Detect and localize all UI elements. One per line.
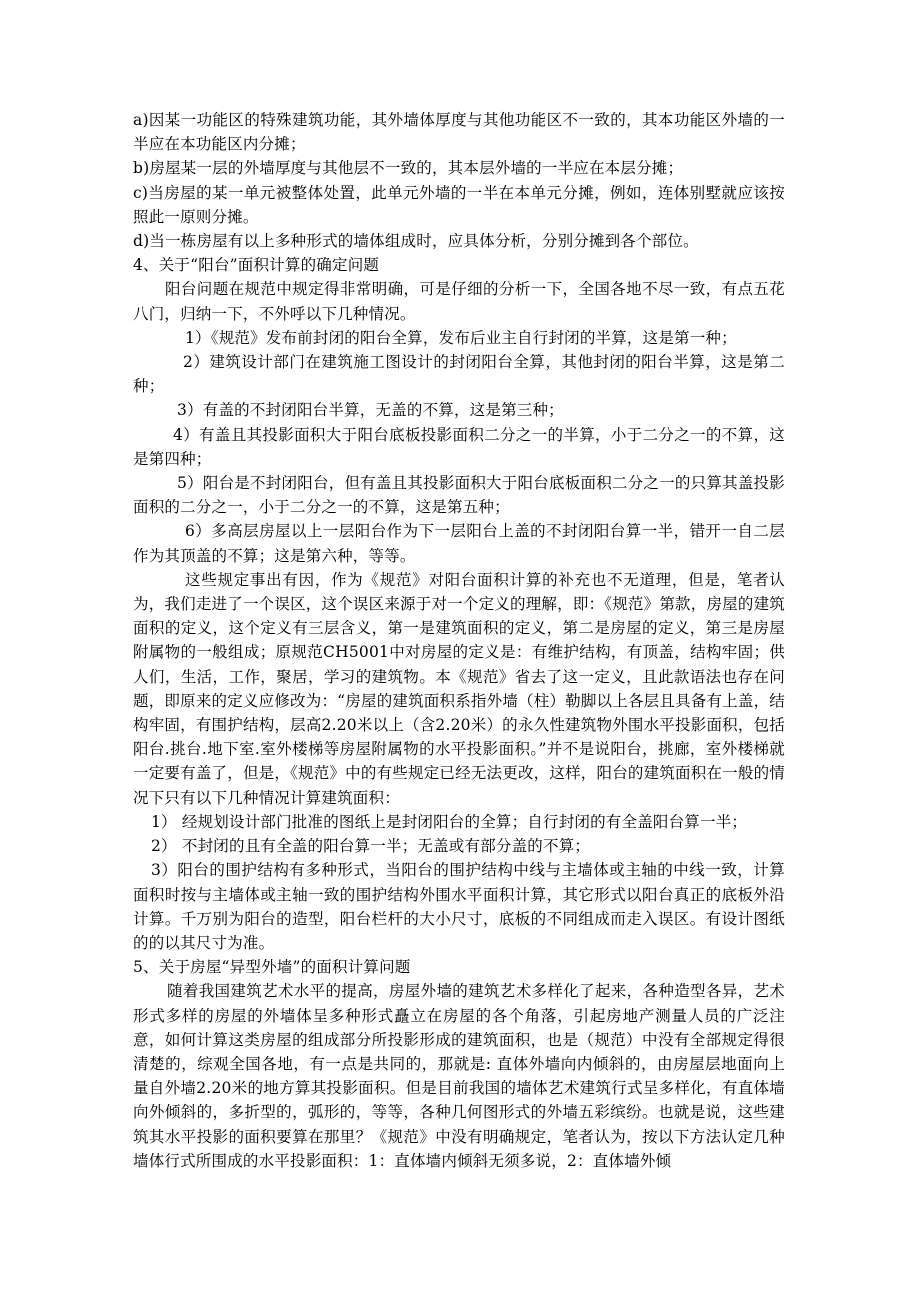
list-item-6: 6）多高层房屋以上一层阳台作为下一层阳台上盖的不封闭阳台算一半，错开一自二层作为其顶盖的不算；这是第六种，等等。 [133,522,785,565]
document-body [133,108,785,1173]
paragraph-rules-analysis: 这些规定事出有因，作为《规范》对阳台面积计算的补充也不无道理，但是，笔者认为，我们走进了一个误区，这个误区来源于对一个定义的理解，即：《规范》第款，房屋的建筑面积的定义，这个定义有三层含义，第一是建筑面积的定义，第二是房屋的定义，第三是房屋附属物的一般组成；原规范CH5001中对房屋的定义是：有维护结构，有顶盖，结构牢固；供人们，生活，工作，聚居，学习的建筑物。本《规范》省去了这一定义，且此款语法也存在问题，即原来的定义应修改为：“房屋的建筑面积系指外墙（柱）勒脚以上各层且具备有上盖，结构牢固，有围护结构，层高2.20米以上（含2.20米）的永久性建筑物外围水平投影面积，包括阳台.挑台.地下室.室外楼梯等房屋附属物的水平投影面积。”并不是说阳台，挑廊，室外楼梯就一定要有盖了，但是，《规范》中的有些规定已经无法更改，这样，阳台的建筑面积在一般的情况下只有以下几种情况计算建筑面积： [133,570,785,807]
list-item-5: 5）阳台是不封闭阳台，但有盖且其投影面积大于阳台底板面积二分之一的只算其盖投影面积的二分之一，小于二分之一的不算，这是第五种； [133,474,785,517]
rule-item-2: 2） 不封闭的且有全盖的阳台算一半；无盖或有部分盖的不算； [151,837,591,856]
rule-item-3: 3）阳台的围护结构有多种形式，当阳台的围护结构中线与主墙体或主轴的中线一致，计算面积时按与主墙体或主轴一致的围护结构外围水平面积计算，其它形式以阳台真正的底板外沿计算。千万别为阳台的造型，阳台栏杆的大小尺寸，底板的不同组成而走入误区。有设计图纸的的以其尺寸为准。 [133,861,785,952]
list-item-2: 2）建筑设计部门在建筑施工图设计的封闭阳台全算，其他封闭的阳台半算，这是第二种； [133,353,785,396]
rule-item-1: 1） 经规划设计部门批准的图纸上是封闭阳台的全算；自行封闭的有全盖阳台算一半； [151,812,748,831]
paragraph-special-walls: 随着我国建筑艺术水平的提高，房屋外墙的建筑艺术多样化了起来，各种造型各异，艺术形式多样的房屋的外墙体呈多种形式矗立在房屋的各个角落，引起房地产测量人员的广泛注意，如何计算这类房屋的组成部分所投影形成的建筑面积，也是（规范）中没有全部规定得很清楚的，综观全国各地，有一点是共同的，那就是: 直体外墙向内倾斜的，由房屋层地面向上量自外墙2.20米的地方算其投影面积。但是目前我国的墙体艺术建筑行式呈多样化，有直体墙向外倾斜的，多折型的，弧形的，等等，各种几何图形式的外墙五彩缤纷。也就是说，这些建筑其水平投影的面积要算在那里？《规范》中没有明确规定，笔者认为，按以下方法认定几种墙体行式所围成的水平投影面积：1：直体墙内倾斜无须多说，2：直体墙外倾 [133,982,785,1170]
list-item-1: 1）《规范》发布前封闭的阳台全算，发布后业主自行封闭的半算，这是第一种； [185,328,737,347]
paragraph-balcony-intro: 阳台问题在规范中规定得非常明确，可是仔细的分析一下，全国各地不尽一致，有点五花八门，归纳一下，不外呼以下几种情况。 [133,280,785,323]
list-item-4: 4）有盖且其投影面积大于阳台底板投影面积二分之一的半算，小于二分之一的不算，这是第四种； [133,425,785,468]
paragraph-d: d)当一栋房屋有以上多种形式的墙体组成时，应具体分析，分别分摊到各个部位。 [133,232,699,251]
paragraph-c: c)当房屋的某一单元被整体处置，此单元外墙的一半在本单元分摊，例如，连体别墅就应该按照此一原则分摊。 [133,183,785,226]
paragraph-a: a)因某一功能区的特殊建筑功能，其外墙体厚度与其他功能区不一致的，其本功能区外墙的一半应在本功能区内分摊； [133,111,785,154]
paragraph-b: b)房屋某一层的外墙厚度与其他层不一致的，其本层外墙的一半应在本层分摊； [133,159,684,178]
section-heading-5: 5、关于房屋“异型外墙”的面积计算问题 [133,958,411,977]
section-heading-4: 4、关于“阳台”面积计算的确定问题 [133,256,380,275]
list-item-3: 3）有盖的不封闭阳台半算，无盖的不算，这是第三种； [177,401,564,420]
